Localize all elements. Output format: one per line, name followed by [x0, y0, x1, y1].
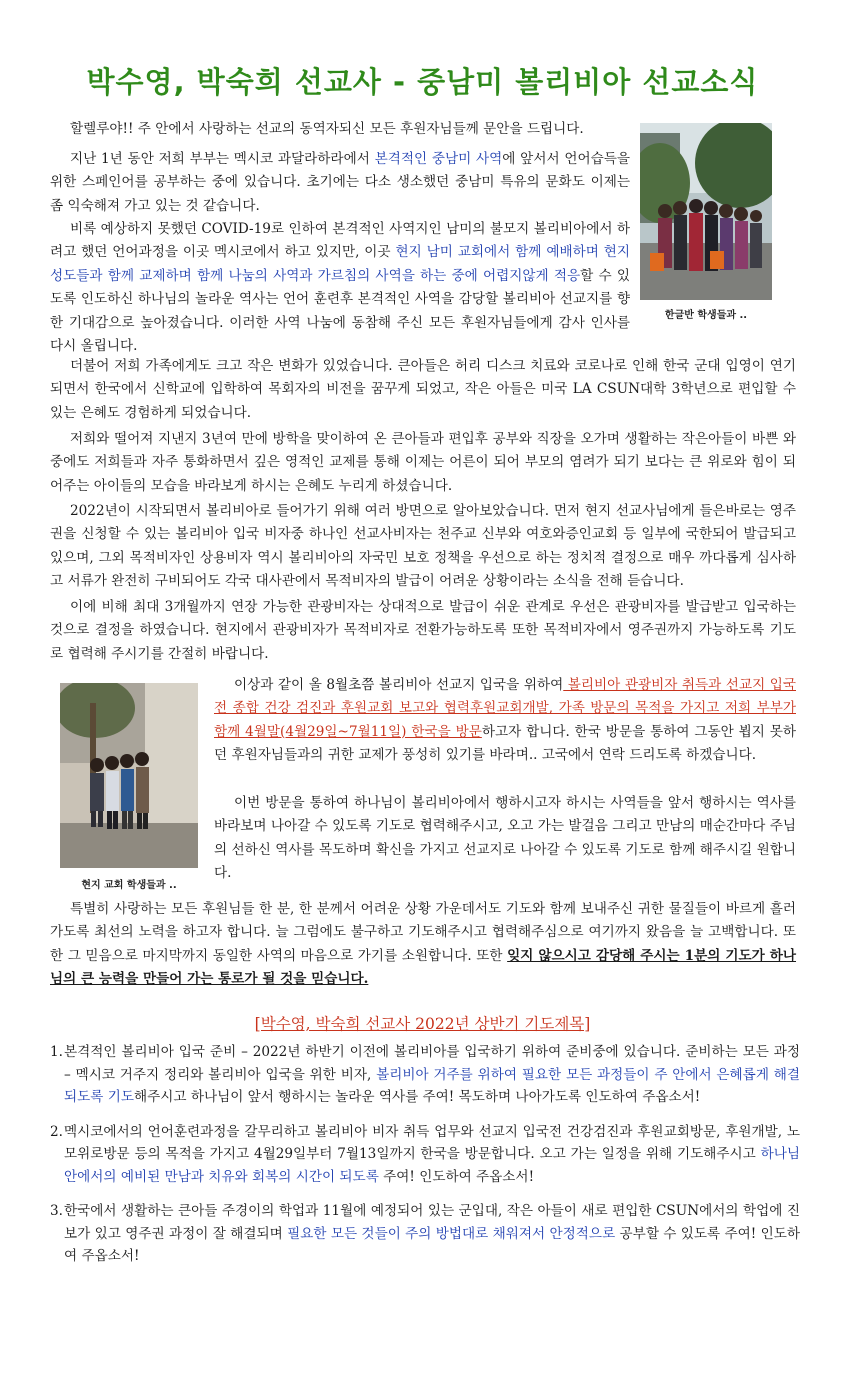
highlight-text: 잊지 않으시고 감당해 주시는 1분의 기도가 하나님의 큰 능력을 만들어 가는 통로가 될 것을 믿습니다. — [50, 947, 797, 988]
photo-caption-local-church: 현지 교회 학생들과 .. — [81, 880, 177, 891]
prayer-item-number: 1. — [50, 1044, 63, 1060]
photo-caption-korean-class: 한글반 학생들과 .. — [664, 310, 748, 321]
local-church-photo-image — [60, 683, 198, 868]
paragraph-thanks — [50, 898, 796, 992]
prayer-item — [50, 1041, 800, 1109]
prayer-item — [50, 1200, 800, 1268]
text-run: 이상과 같이 올 8월초쯤 볼리비아 선교지 입국을 위하여 — [234, 677, 564, 693]
prayer-item-number: 3. — [50, 1203, 63, 1219]
paragraph-visa-research: 2022년이 시작되면서 볼리비아로 들어가기 위해 여러 방면으로 알아보았습니다. 먼저 현지 선교사님에게 들은바로는 영주권을 신청할 수 있는 볼리비아 입국 비자중 하나인 선교사비자는 천주교 신부와 여호와증인교회 등 일부에 국한되어 발급되고 있으며, 그외 목적비자인 상용비자 역시 볼리비아의 자국민 보호 정책을 우선으로 하는 정치적 결정으로 매우 까다롭게 심사하고 서류가 완전히 구비되어도 각국 대사관에서 목적비자의 발급이 어려운 상황이라는 소식을 전해 듣습니다. — [50, 503, 796, 590]
page-title: 박수영, 박숙희 선교사 - 중남미 볼리비아 선교소식 — [86, 65, 759, 99]
text-run: 비록 예상하지 못했던 COVID-19로 인하여 본격적인 사역지인 남미의 불모지 볼리비아에서 하려고 했던 언어과정을 이곳 멕시코에서 하고 있지만, 이곳 — [50, 221, 630, 261]
paragraph-sons: 저희와 떨어져 지낸지 3년여 만에 방학을 맞이하여 온 큰아들과 편입후 공부와 직장을 오가며 생활하는 작은아들이 바쁜 와중에도 저희들과 자주 통화하면서 깊은 영적인 교제를 통해 이제는 어른이 되어 부모의 염려가 되기 보다는 큰 위로와 힘이 되어주는 아이들의 모습을 바라보게 하시는 은혜도 누리게 하셨습니다. — [50, 431, 796, 494]
prayer-list-title: [박수영, 박숙희 선교사 2022년 상반기 기도제목] — [254, 1015, 591, 1033]
highlight-text: 필요한 모든 것들이 주의 방법대로 채워져서 안정적으로 — [287, 1225, 616, 1242]
highlight-text: 하나님 안에서의 예비된 만남과 치유와 회복의 시간이 되도록 — [64, 1146, 800, 1185]
korean-class-photo-image — [640, 123, 772, 300]
text-run: 지난 1년 동안 저희 부부는 멕시코 과달라하라에서 — [70, 151, 375, 167]
students-photo-local-church — [60, 683, 198, 868]
paragraph-greeting: 할렐루야!! 주 안에서 사랑하는 선교의 동역자되신 모든 후원자님들께 문안을 드립니다. — [70, 121, 584, 137]
prayer-list — [50, 1041, 800, 1268]
highlight-text: 볼리비아 거주를 위하여 필요한 모든 과정들이 주 안에서 은혜롭게 해결되도록 기도 — [64, 1066, 800, 1105]
text-run: 에 앞서서 언어습득을 위한 스페인어를 공부하는 중에 있습니다. 초기에는 다소 생소했던 중남미 특유의 문화도 이제는 좀 익숙해져 가고 있는 것 같습니다. — [50, 151, 630, 214]
text-run: 특별히 사랑하는 모든 후원님들 한 분, 한 분께서 어려운 상황 가운데서도 기도와 함께 보내주신 귀한 물질들이 바르게 흘러가도록 최선의 노력을 하고자 합니다. 늘 그럼에도 불구하고 기도해주시고 협력해주심으로 여기까지 왔음을 늘 고백합니다. 또한 그 믿음으로 마지막까지 동일한 사역의 마음으로 가기를 소원합니다. 또한 — [50, 901, 796, 964]
text-run: 하고자 합니다. 한국 방문을 통하여 그동안 뵙지 못하던 후원자님들과의 귀한 교제가 풍성히 있기를 바라며.. 고국에서 연락 드리도록 하겠습니다. — [214, 723, 796, 764]
paragraph-family-news: 더불어 저희 가족에게도 크고 작은 변화가 있었습니다. 큰아들은 허리 디스크 치료와 코로나로 인해 한국 군대 입영이 연기되면서 한국에서 신학교에 입학하여 목회자의 비전을 꿈꾸게 되었고, 작은 아들은 미국 LA CSUN대학 3학년으로 편입할 수 있는 은혜도 경험하게 되었습니다. — [50, 358, 796, 421]
prayer-item-number: 2. — [50, 1123, 63, 1140]
highlight-text: 본격적인 중남미 사역 — [374, 151, 503, 167]
text-run: 멕시코에서의 언어훈련과정을 갈무리하고 볼리비아 비자 취득 업무와 선교지 입국전 건강검진과 후원교회방문, 후원개발, 노모위로방문 등의 목적을 가지고 4월29일부터 7월13일까지 한국을 방문합니다. 오고 가는 일정을 위해 기도해주시고 — [64, 1123, 800, 1162]
paragraph-covid-adaptation — [50, 218, 630, 358]
highlight-text: 현지 남미 교회에서 함께 예배하며 현지 성도들과 함께 교제하며 함께 나눔의 사역과 가르침의 사역을 하는 중에 어렵지않게 적응 — [50, 244, 630, 284]
paragraph-tourist-visa: 이에 비해 최대 3개월까지 연장 가능한 관광비자는 상대적으로 발급이 쉬운 관계로 우선은 관광비자를 발급받고 입국하는 것으로 결정을 하였습니다. 현지에서 관광비자가 목적비자로 전환가능하도록 또한 목적비자에서 영주권까지 가능하도록 기도로 협력해 주시기를 간절히 바랍니다. — [50, 599, 796, 662]
text-run: 할 수 있도록 인도하신 하나님의 놀라운 역사는 언어 훈련후 본격적인 사역을 감당할 볼리비아 선교지를 향한 기대감으로 높아졌습니다. 이러한 사역 나눔에 동참해 주신 모든 후원자님들에게 감사 인사를 다시 올립니다. — [50, 267, 630, 355]
text-run: 공부할 수 있도록 주여! 인도하여 주옵소서! — [64, 1225, 800, 1264]
text-run: 본격적인 볼리비아 입국 준비 – 2022년 하반기 이전에 볼리비아를 입국하기 위하여 준비중에 있습니다. 준비하는 모든 과정 – 멕시코 거주지 정리와 볼리비아 입국을 위한 비자, — [64, 1044, 800, 1083]
students-photo-korean-class — [640, 123, 772, 300]
text-run: 해주시고 하나님이 앞서 행하시는 놀라운 역사를 주여! 목도하며 나아가도록 인도하여 주옵소서! — [133, 1089, 701, 1105]
paragraph-korea-visit-plan — [214, 674, 796, 768]
highlight-text: 볼리비아 관광비자 취득과 선교지 입국전 종합 건강 검진과 후원교회 보고와 협력후원교회개발, 가족 방문의 목적을 가지고 저희 부부가 함께 4월말(4월29일~7월11일) 한국을 방문 — [214, 677, 796, 740]
text-run: 주여! 인도하여 주옵소서! — [378, 1168, 535, 1185]
text-run: 한국에서 생활하는 큰아들 주경이의 학업과 11월에 예정되어 있는 군입대, 작은 아들이 새로 편입한 CSUN에서의 학업에 진보가 있고 영주권 과정이 잘 해결되며 — [64, 1203, 800, 1242]
paragraph-visit-prayer: 이번 방문을 통하여 하나님이 볼리비아에서 행하시고자 하시는 사역들을 앞서 행하시는 역사를 바라보며 나아갈 수 있도록 기도로 협력해주시고, 오고 가는 발걸음 그리고 만남의 매순간마다 주님의 선하신 역사를 목도하며 확신을 가지고 선교지로 나아갈 수 있도록 기도로 함께 해주시길 원합니다. — [214, 795, 796, 882]
prayer-item — [50, 1121, 800, 1189]
paragraph-language-study — [50, 148, 630, 218]
